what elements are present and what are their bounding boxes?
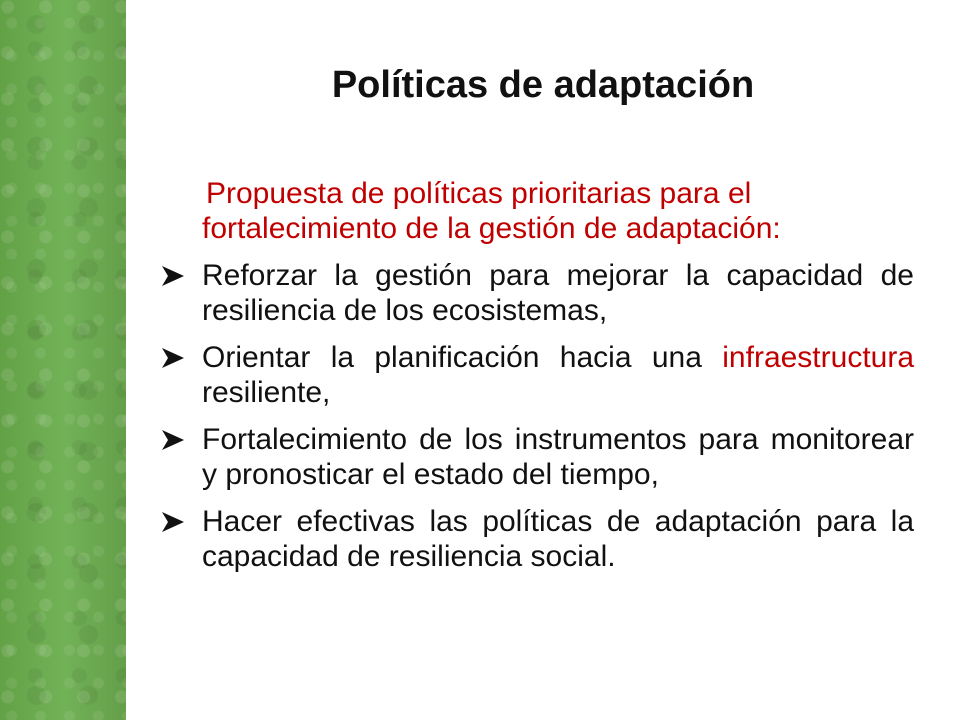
bullet-text-after: resiliente,: [202, 376, 331, 409]
slide-body: [160, 176, 914, 586]
bullet-item: [160, 422, 914, 492]
bullet-text: Hacer efectivas las políticas de adaptación para la capacidad de resiliencia social.: [202, 505, 914, 573]
intro-line-1: Propuesta de políticas prioritarias para el: [206, 177, 752, 210]
intro-line-2: fortalecimiento de la gestión de adaptación:: [202, 212, 781, 245]
intro-text: [160, 176, 914, 246]
bullet-highlight-word: infraestructura: [722, 341, 915, 374]
arrow-bullet-icon: [160, 422, 202, 457]
bullet-text: Fortalecimiento de los instrumentos para monitorear y pronosticar el estado del tiempo,: [202, 423, 914, 491]
arrow-bullet-icon: [160, 340, 202, 375]
arrow-bullet-icon: [160, 258, 202, 293]
bullet-text: [202, 340, 914, 410]
arrow-bullet-icon: [160, 504, 202, 539]
bullet-item: [160, 340, 914, 410]
bullet-item: [160, 258, 914, 328]
green-sidebar-panel: [0, 0, 126, 720]
bullet-text: Reforzar la gestión para mejorar la capacidad de resiliencia de los ecosistemas,: [202, 259, 914, 327]
bullet-item: [160, 504, 914, 574]
slide-title: Políticas de adaptación: [331, 64, 755, 106]
bullet-text-before: Orientar la planificación hacia una: [202, 341, 702, 374]
